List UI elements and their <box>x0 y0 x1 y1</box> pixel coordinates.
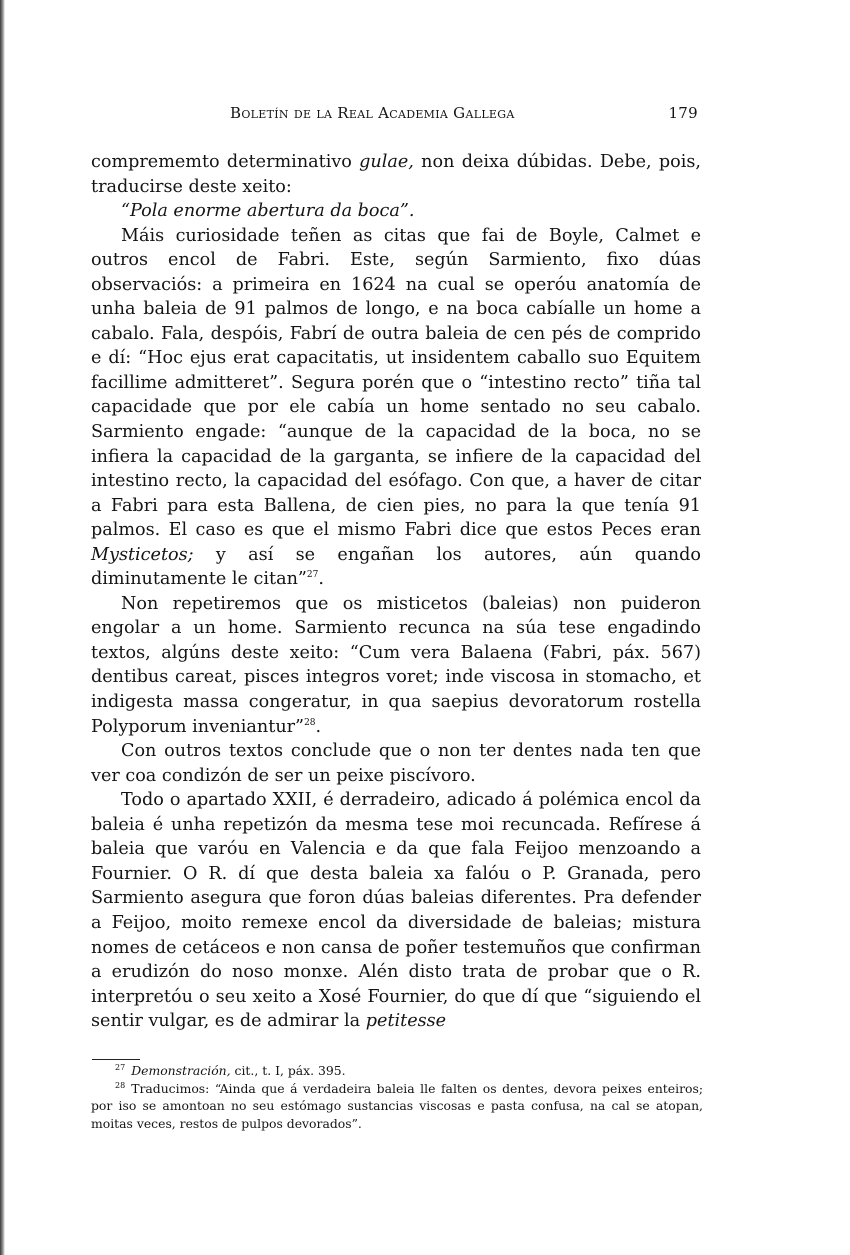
paragraph-5: Con outros textos conclude que o non ter dentes nada ten que ver coa condizón de ser un peixe piscívoro. <box>91 741 701 786</box>
paragraph-4: Non repetiremos que os misticetos (baleias) non puideron engolar a un home. Sarmiento recunca na súa tese engadindo textos, algúns deste xeito: “Cum vera Balaena (Fabri, páx. 567) dentibus careat, pisces integros voret; inde viscosa in stomacho, et indigesta massa congeratur, in qua saepius devoratorum rostella Polyporum inveniantur”$^{28}$. <box>91 593 701 737</box>
running-header <box>230 104 698 122</box>
body-text <box>91 150 701 1034</box>
latin-term: gulae, <box>359 152 414 172</box>
page-edge-shadow <box>0 0 5 1255</box>
paragraph-1: comprememto determinativo gulae, non deixa dúbidas. Debe, pois, traducirse deste xeito: <box>91 152 701 197</box>
footnote-28: $^{28}$ Traducimos: “Ainda que á verdadeira baleia lle falten os dentes, devora peixes enteiros; por iso se amontoan no seu estómago sustancias viscosas e pasta confusa, na cal se atopan, moitas veces, restos de pulpos devorados”. <box>91 1080 703 1131</box>
page-number: 179 <box>668 104 698 122</box>
paragraph-2-quote: “Pola enorme abertura da boca”. <box>121 201 415 222</box>
paragraph-6: Todo o apartado XXII, é derradeiro, adicado á polémica encol da baleia é unha repetizón da mesma tese moi recuncada. Refírese á baleia que varóu en Valencia e da que fala Feijoo menzoando a Fournier. O R. dí que desta baleia xa falóu o P. Granada, pero Sarmiento asegura que foron dúas baleias diferentes. Pra defender a Feijoo, moito remexe encol da diversidade de baleias; mistura nomes de cetáceos e non cansa de poñer testemuños que confirman a erudizón do noso monxe. Alén disto trata de probar que o R. interpretóu o seu xeito a Xosé Fournier, do que dí que “siguiendo el sentir vulgar, es de admirar la petitesse <box>91 790 701 1032</box>
footnote-ref-27[interactable]: 27 <box>306 570 319 581</box>
paragraph-3: Máis curiosidade teñen as citas que fai de Boyle, Calmet e outros encol de Fabri. Este, según Sarmiento, fixo dúas observaciós: a primeira en 1624 na cual se operóu anatomía de unha baleia de 91 palmos de longo, e na boca cabíalle un home a cabalo. Fala, despóis, Fabrí de outra baleia de cen pés de comprido e dí: “Hoc ejus erat capacitatis, ut insidentem caballo suo Equitem facillime admitteret”. Segura porén que o “intestino recto” tiña tal capacidade que por ele cabía un home sentado no seu cabalo. Sarmiento engade: “aunque de la capacidad de la boca, no se infiera la capacidad de la garganta, se infiere de la capacidad del intestino recto, la capacidad del esófago. Con que, a haver de citar a Fabri para esta Ballena, de cien pies, no para la que tenía 91 palmos. El caso es que el mismo Fabri dice que estos Peces eran Mysticetos; y así se engañan los autores, aún quando diminutamente le citan”$^{27}$. <box>91 225 701 590</box>
footnote-ref-28[interactable]: 28 <box>304 717 316 728</box>
footnotes <box>91 1062 703 1132</box>
footnote-divider <box>92 1059 140 1060</box>
journal-title: Boletín de la Real Academia Gallega <box>230 104 515 122</box>
french-term: petitesse <box>365 1011 447 1032</box>
footnote-27: $^{27}$ Demonstración, cit., t. I, páx. 395. <box>115 1063 346 1078</box>
latin-term: Mysticetos; <box>91 544 194 565</box>
